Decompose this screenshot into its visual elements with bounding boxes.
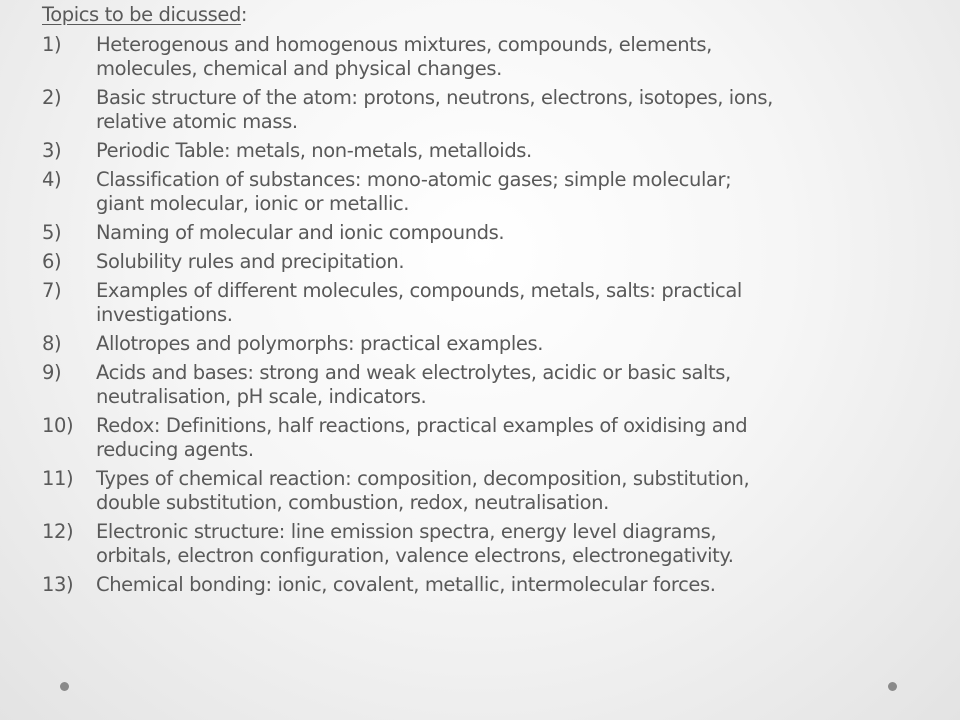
decorative-dot-left xyxy=(60,682,69,691)
topic-number: 11) xyxy=(42,467,74,490)
topic-item xyxy=(42,573,942,597)
topic-text: Basic structure of the atom: protons, neutrons, electrons, isotopes, ions, relative atomic mass. xyxy=(96,86,773,133)
topic-text: Electronic structure: line emission spectra, energy level diagrams, orbitals, electron configuration, valence electrons, electronegativity. xyxy=(96,520,734,567)
topic-item xyxy=(42,414,942,462)
slide-heading xyxy=(42,3,247,27)
topic-list xyxy=(42,33,942,602)
topic-item xyxy=(42,361,942,409)
topic-item xyxy=(42,250,942,274)
topic-item xyxy=(42,33,942,81)
topic-item xyxy=(42,221,942,245)
topic-item xyxy=(42,467,942,515)
topic-item xyxy=(42,168,942,216)
topic-item xyxy=(42,520,942,568)
topic-number: 9) xyxy=(42,361,62,384)
topic-number: 5) xyxy=(42,221,62,244)
topic-item xyxy=(42,86,942,134)
topic-number: 12) xyxy=(42,520,74,543)
topic-text: Acids and bases: strong and weak electrolytes, acidic or basic salts, neutralisation, pH scale, indicators. xyxy=(96,361,731,408)
topic-text: Solubility rules and precipitation. xyxy=(96,250,405,273)
topic-number: 10) xyxy=(42,414,74,437)
topic-item xyxy=(42,332,942,356)
decorative-dot-right xyxy=(888,682,897,691)
topic-number: 13) xyxy=(42,573,74,596)
topic-item xyxy=(42,279,942,327)
heading-colon: : xyxy=(240,3,248,26)
topic-number: 3) xyxy=(42,139,62,162)
topic-text: Heterogenous and homogenous mixtures, compounds, elements, molecules, chemical and physical changes. xyxy=(96,33,712,80)
heading-label: Topics to be dicussed xyxy=(42,3,241,26)
topic-number: 1) xyxy=(42,33,62,56)
topic-number: 4) xyxy=(42,168,62,191)
topic-number: 6) xyxy=(42,250,62,273)
topic-number: 7) xyxy=(42,279,62,302)
topic-number: 2) xyxy=(42,86,62,109)
topic-text: Classification of substances: mono-atomic gases; simple molecular; giant molecular, ionic or metallic. xyxy=(96,168,732,215)
topic-text: Redox: Definitions, half reactions, practical examples of oxidising and reducing agents. xyxy=(96,414,748,461)
topic-text: Chemical bonding: ionic, covalent, metallic, intermolecular forces. xyxy=(96,573,716,596)
topic-text: Allotropes and polymorphs: practical examples. xyxy=(96,332,544,355)
topic-text: Types of chemical reaction: composition, decomposition, substitution, double substitution, combustion, redox, neutralisation. xyxy=(96,467,750,514)
topic-text: Periodic Table: metals, non-metals, metalloids. xyxy=(96,139,532,162)
topic-number: 8) xyxy=(42,332,62,355)
topic-text: Naming of molecular and ionic compounds. xyxy=(96,221,505,244)
topic-text: Examples of different molecules, compounds, metals, salts: practical investigations. xyxy=(96,279,742,326)
topic-item xyxy=(42,139,942,163)
